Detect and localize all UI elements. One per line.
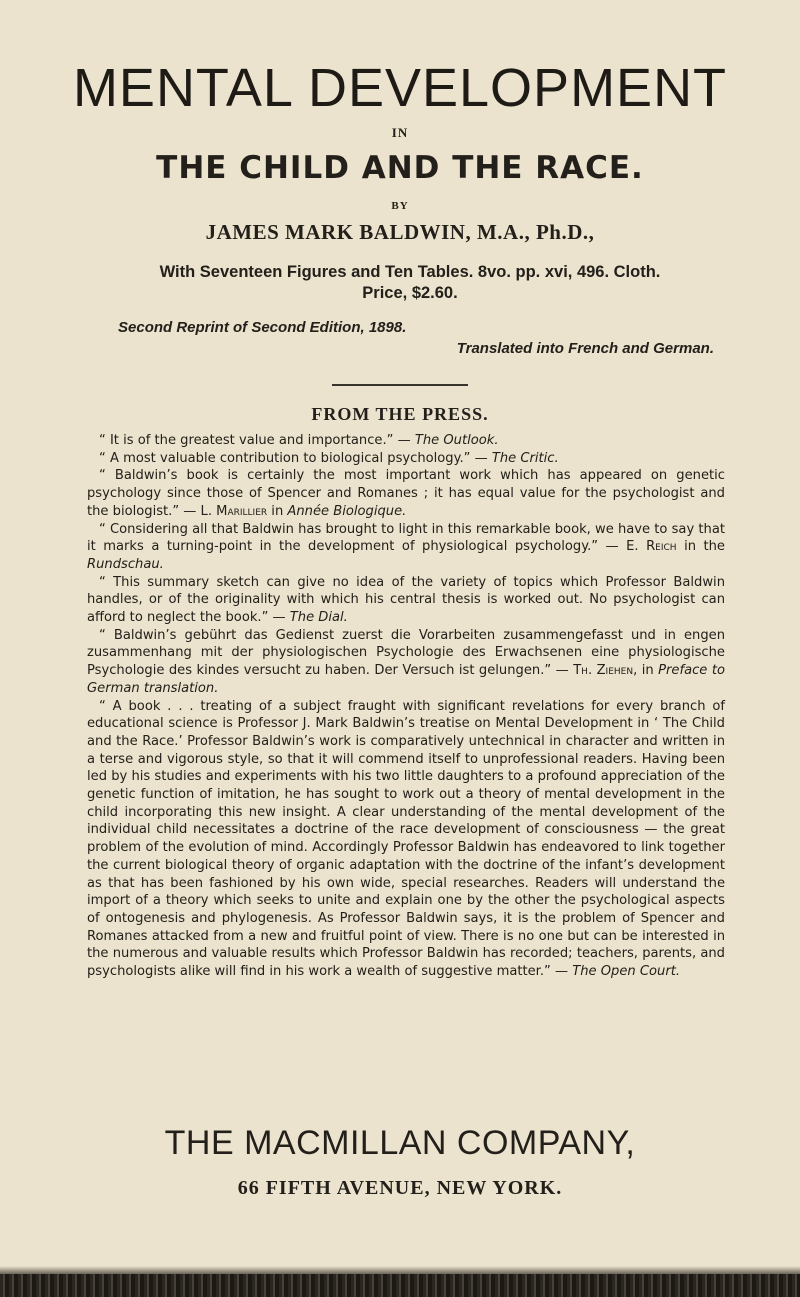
quote-author: Th. Ziehen — [573, 663, 634, 679]
quote-source: The Outlook. — [414, 433, 499, 448]
quote-author: E. Reich — [626, 539, 677, 555]
specs-line-1: With Seventeen Figures and Ten Tables. 8vo. pp. xvi, 496. Cloth. — [159, 263, 661, 281]
book-title: MENTAL DEVELOPMENT — [72, 58, 728, 118]
quote-item — [87, 450, 725, 468]
quote-source: The Critic. — [491, 450, 559, 466]
quote-text: “ A book . . . treating of a subject fraught with significant revelations for every branch of educational science is Professor J. Mark Baldwin’s treatise on Mental Development in ‘ The Child and the Race.’ Professor Baldwin’s work is comparatively untechnical in character and written in a terse and vigorous style, so that it will commend itself to unprofessional readers. Having been led by his studies and experiments with his two little daughters to a profound appreciation of the genetic function of imitation, he has sought to work out a theory of mental development in the child incorporating this new insight. A clear understanding of the mental development of the individual child necessitates a doctrine of the race development of consciousness — the great problem of the evolution of mind. Accordingly Professor Baldwin has endeavored to link together the current biological theory of organic adaptation with the doctrine of the infant’s development as that has been fashioned by his own wide, special researches. Readers will understand the import of a theory which seeks to unite and explain one by the other the psychological aspects of ontogenesis and phylogenesis. As Professor Baldwin says, it is the problem of Spencer and Romanes attacked from a new and fruitful point of view. There is no one but can be interested in the numerous and valuable results which Professor Baldwin has recorded; teachers, parents, and psychologists alike will find in his work a wealth of suggestive matter.” — — [87, 698, 725, 980]
quote-item — [87, 698, 725, 981]
edition-line-2: Translated into French and German. — [456, 340, 714, 357]
page-edge-shadow — [0, 1266, 800, 1274]
divider-rule — [332, 384, 468, 386]
quote-connector: , in — [633, 663, 659, 679]
quote-item — [87, 467, 725, 520]
quote-item — [87, 574, 725, 627]
quote-source: The Dial. — [289, 610, 348, 626]
publisher-address: 66 FIFTH AVENUE, NEW YORK. — [237, 1177, 563, 1199]
press-heading: FROM THE PRESS. — [311, 404, 489, 424]
specs-line-2: Price, $2.60. — [362, 284, 458, 302]
page-bottom-band — [0, 1274, 800, 1297]
quote-text: “ A most valuable contribution to biological psychology.” — — [99, 450, 492, 466]
by-label: BY — [391, 200, 409, 212]
quote-item — [87, 432, 725, 450]
quote-item — [87, 521, 725, 574]
quote-source: Preface to German translation. — [87, 663, 725, 696]
quote-source: Année Biologique. — [287, 503, 407, 519]
edition-line-1: Second Reprint of Second Edition, 1898. — [118, 319, 407, 336]
quote-text: “ It is of the greatest value and importance.” — — [99, 433, 415, 448]
quote-text: “ Baldwin’s gebührt das Gedienst zuerst die Vorarbeiten zusammengefasst und in engen zusammenhang mit der physiologischen Psychologie des Erwachsenen eine physiologische Psychologie des kindes versucht zu haben. Der Versuch ist gelungen.” — — [87, 627, 725, 679]
quote-text: “ Considering all that Baldwin has brought to light in this remarkable book, we have to say that it marks a turning-point in the development of physiological psychology.” — — [87, 521, 725, 555]
book-specs — [100, 262, 720, 304]
book-subtitle: THE CHILD AND THE RACE. — [156, 150, 644, 186]
author-name: JAMES MARK BALDWIN, M.A., Ph.D., — [205, 220, 595, 244]
quote-connector: in the — [676, 539, 725, 555]
publisher-name: THE MACMILLAN COMPANY, — [164, 1124, 636, 1162]
quote-source: Rundschau. — [87, 556, 164, 572]
in-label: IN — [391, 125, 409, 140]
quote-source: The Open Court. — [572, 964, 681, 980]
quote-item — [87, 627, 725, 698]
quote-author: L. Marillier — [200, 503, 268, 519]
quote-text: “ This summary sketch can give no idea of the variety of topics which Professor Baldwin handles, or of the originality with which his central thesis is worked out. No psychologist can afford to neglect the book.” — — [87, 574, 725, 626]
press-quotes — [87, 432, 725, 981]
edition-info — [118, 317, 718, 359]
quote-text: “ Baldwin’s book is certainly the most important work which has appeared on genetic psychology since those of Spencer and Romanes ; it has equal value for the psychologist and the biologist.” — — [87, 468, 725, 519]
quote-connector: in — [267, 503, 288, 519]
